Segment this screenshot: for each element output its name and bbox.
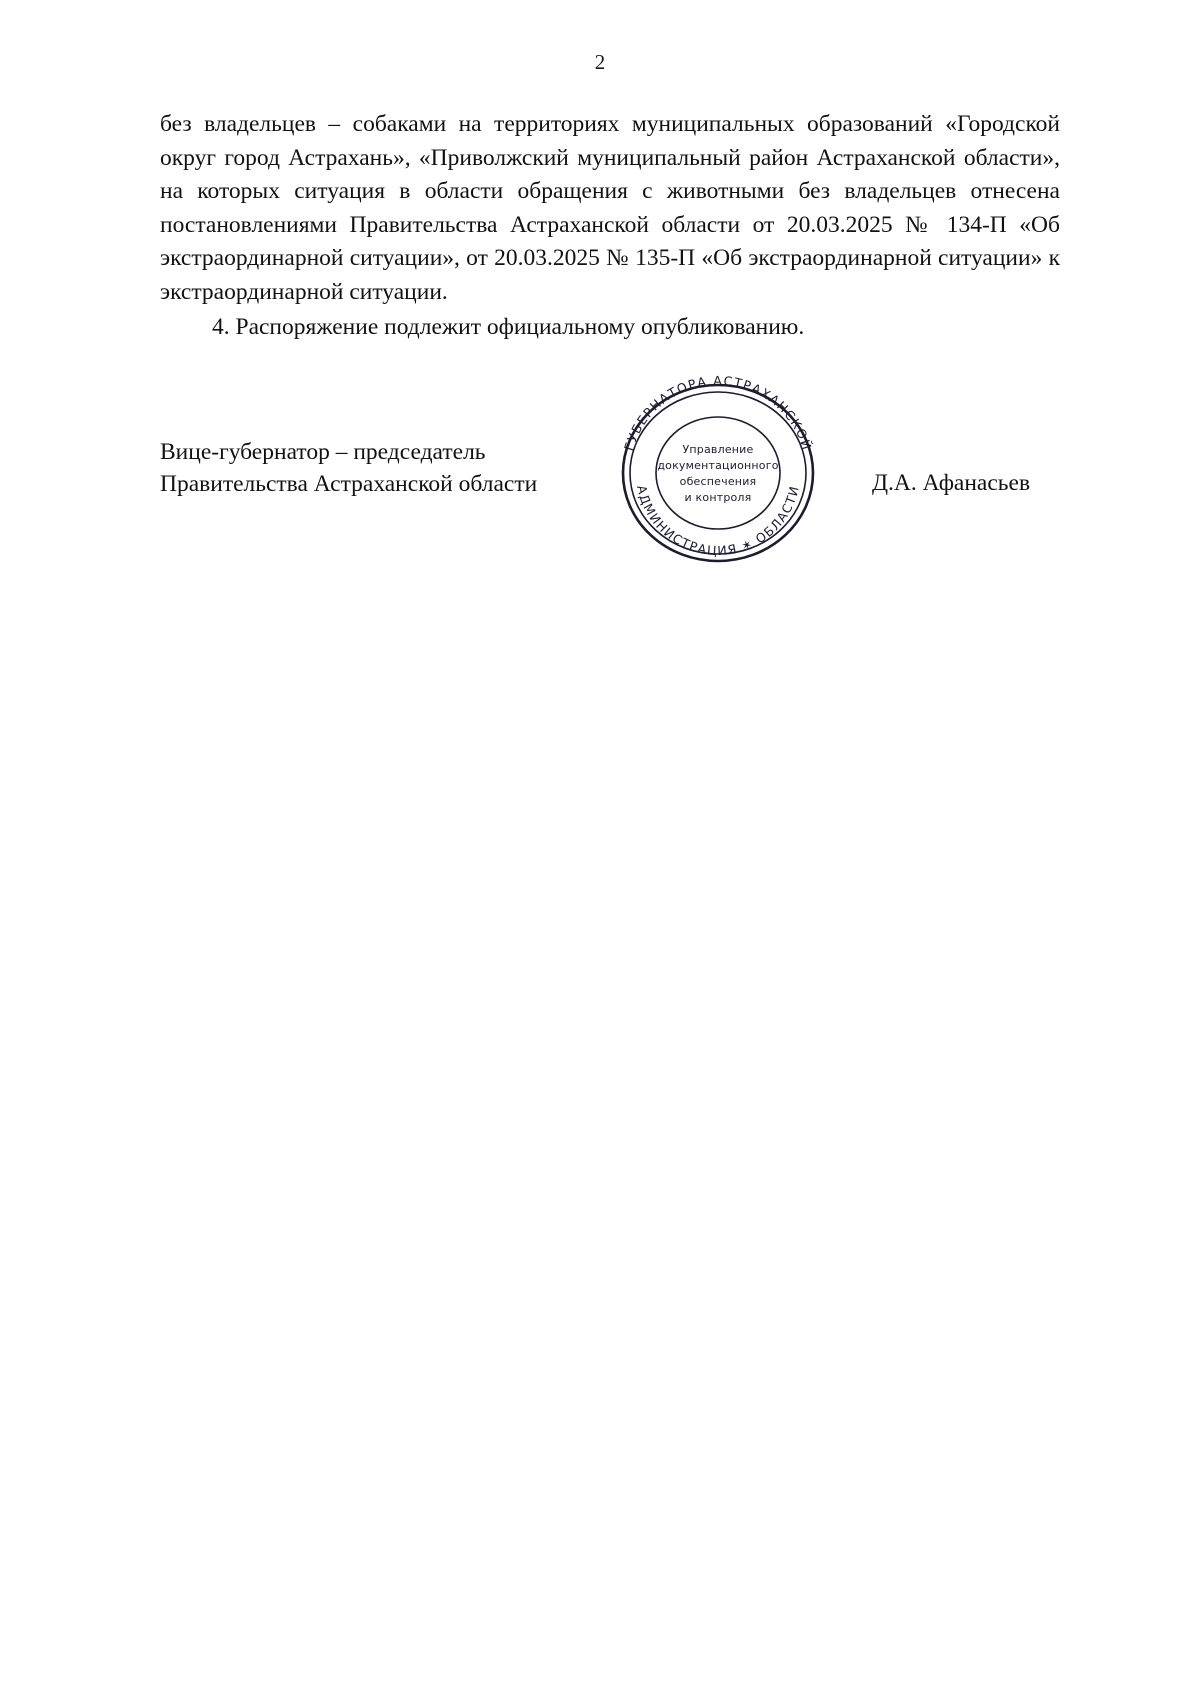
signature-title-line-1: Вице-губернатор – председатель: [160, 439, 486, 465]
document-body: [160, 108, 1060, 345]
page-number: 2: [594, 50, 606, 74]
paragraph-continuation: без владельцев – собаками на территориях муниципальных образований «Городской округ город Астрахань», «Приволжский муниципальный район Астраханской области», на которых ситуация в области обращения с животными без владельцев отнесена постановлениями Правительства Астраханской области от 20.03.2025 № 134-П «Об экстраординарной ситуации», от 20.03.2025 № 135-П «Об экстраординарной ситуации» к экстраординарной ситуации.: [160, 111, 1060, 305]
stamp-inner-line-3: обеспечения: [679, 474, 757, 488]
signer-name: Д.А. Афанасьев: [872, 470, 1031, 496]
svg-text:ГУБЕРНАТОРА АСТРАХАНСКОЙ: ГУБЕРНАТОРА АСТРАХАНСКОЙ: [621, 372, 815, 453]
stamp-inner-line-1: Управление: [682, 442, 754, 456]
signature-title-line-2: Правительства Астраханской области: [160, 471, 538, 497]
stamp-inner-line-4: и контроля: [684, 490, 752, 504]
official-stamp-icon: [604, 371, 832, 575]
paragraph-item-4: 4. Распоряжение подлежит официальному опубликованию.: [212, 314, 805, 340]
stamp-inner-line-2: документационного: [657, 458, 779, 472]
svg-text:АДМИНИСТРАЦИЯ ✶ ОБЛАСТИ: АДМИНИСТРАЦИЯ ✶ ОБЛАСТИ: [634, 483, 803, 559]
